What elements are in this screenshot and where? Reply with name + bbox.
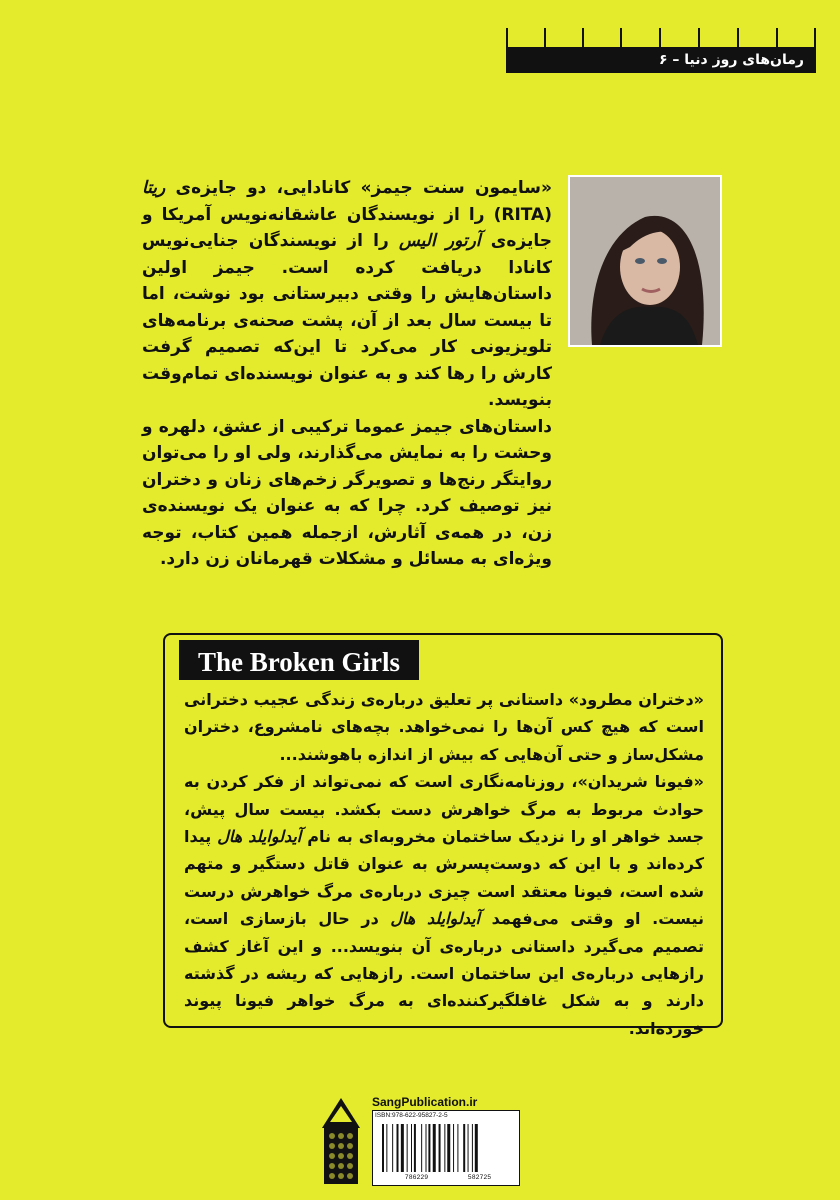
synopsis (184, 686, 704, 1042)
barcode-bar (439, 1124, 441, 1172)
barcode-bar (472, 1124, 473, 1172)
synopsis-paragraph-2: «فیونا شریدان»، روزنامه‌نگاری است که نمی‌تواند از فکر کردن به حوادث مربوط به مرگ خواهرش دست بکشد. بیست سال پیش، جسد خواهر او را نزدیک ساختمان مخروبه‌ای به نام آیدلوایلد هال پیدا کرده‌اند و با این که دوست‌پسرش به عنوان قاتل دستگیر و متهم شده است، فیونا معتقد است چیزی درباره‌ی مرگ خواهرش درست نیست. او وقتی می‌فهمد آیدلوایلد هال در حال بازسازی است، تصمیم می‌گیرد داستانی درباره‌ی آن بنویسد... و این آغاز کشف رازهایی درباره‌ی این ساختمان است. رازهایی که ریشه در گذشته دارند و به شکل غافلگیرکننده‌ای به مرگ خواهر فیونا پیوند خورده‌اند. (184, 772, 705, 1038)
author-bio (142, 175, 552, 573)
synopsis-paragraph-1: «دختران مطرود» داستانی پر تعلیق درباره‌ی زندگی عجیب دخترانی است که هیچ کس آن‌ها را نمی‌خواهد. بچه‌های نامشروع، دختران مشکل‌ساز و حتی آن‌هایی که بیش از اندازه باهوشند... (184, 690, 704, 764)
barcode-bar (444, 1124, 445, 1172)
barcode-bar (426, 1124, 427, 1172)
book-title: The Broken Girls (177, 638, 421, 682)
barcode-bar (468, 1124, 469, 1172)
author-photo (568, 175, 722, 347)
bio-paragraph-1: «سایمون سنت جیمز» کانادایی، دو جایزه‌ی ریتا (RITA) را از نویسندگان عاشقانه‌نویس آمریکا و جایزه‌ی آرتور الیس را از نویسندگان جنایی‌نویس کانادا دریافت کرده است. جیمز اولین داستان‌هایش را وقتی دبیرستانی بود نوشت، اما تا بیست سال بعد از آن، پشت صحنه‌ی برنامه‌های تلویزیونی کار می‌کرد تا این‌که تصمیم گرفت کارش را رها کند و به عنوان نویسنده‌ای تمام‌وقت بنویسد. (142, 178, 553, 410)
barcode-bar (414, 1124, 416, 1172)
barcode-bar (457, 1124, 458, 1172)
barcode-bar (392, 1124, 393, 1172)
barcode (382, 1124, 512, 1172)
barcode-bar (447, 1124, 450, 1172)
publisher-website: SangPublication.ir (372, 1095, 478, 1109)
series-label: رمان‌های روز دنیا – ۶ (506, 47, 816, 73)
barcode-bar (382, 1124, 384, 1172)
barcode-bar (411, 1124, 412, 1172)
barcode-bar (475, 1124, 478, 1172)
isbn-number: ISBN:978-622-95827-2-5 (375, 1112, 448, 1119)
bio-paragraph-2: داستان‌های جیمز عموما ترکیبی از عشق، دلهره و وحشت را به نمایش می‌گذارند، ولی او را می‌توان روایتگر رنج‌ها و تصویرگر زخم‌های زنان و دختران نیز توصیف کرد. چرا که به عنوان یک نویسنده‌ی زن، در همه‌ی آثارش، ازجمله همین کتاب، توجه ویژه‌ای به مسائل و مشکلات قهرمانان زن دارد. (142, 416, 552, 569)
ruler-ticks (506, 28, 816, 48)
barcode-bar (428, 1124, 430, 1172)
barcode-bar (433, 1124, 436, 1172)
publisher-logo-icon (318, 1098, 364, 1186)
barcode-bar (407, 1124, 408, 1172)
barcode-digits-left: 786229 (404, 1174, 429, 1181)
barcode-bar (397, 1124, 399, 1172)
barcode-digits (385, 1174, 511, 1181)
barcode-bar (401, 1124, 404, 1172)
barcode-bar (386, 1124, 387, 1172)
barcode-bar (421, 1124, 422, 1172)
barcode-bar (453, 1124, 454, 1172)
barcode-digits-right: 582725 (467, 1174, 492, 1181)
barcode-bar (463, 1124, 465, 1172)
